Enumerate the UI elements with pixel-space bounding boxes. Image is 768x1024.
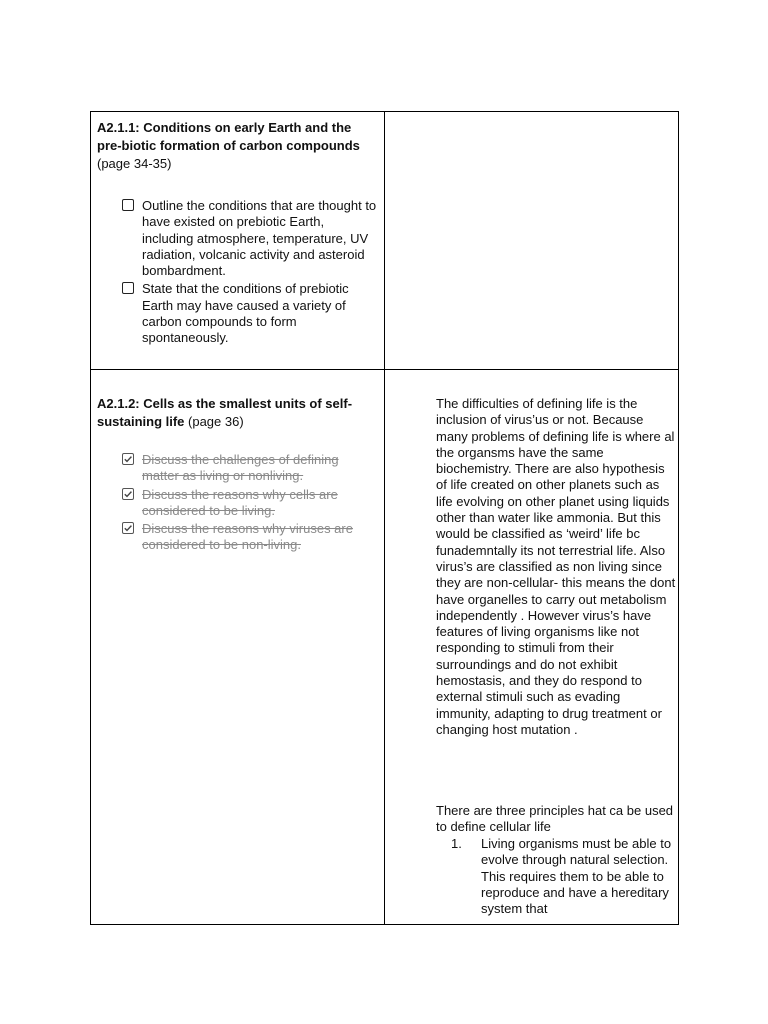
objectives-cell: [91, 112, 384, 369]
checklist-item-text: Discuss the reasons why viruses are considered to be non-living.: [142, 521, 353, 553]
notes-cell[interactable]: [385, 112, 678, 369]
checklist: [121, 452, 377, 556]
section-heading-title: A2.1.1: Conditions on early Earth and the pre-biotic formation of carbon compounds: [97, 120, 360, 153]
notes-cell[interactable]: [385, 370, 678, 924]
table-row: [91, 112, 678, 370]
list-item-text: Living organisms must be able to evolve through natural selection. This requires them to be able to reproduce and have a hereditary system that: [481, 836, 672, 917]
checkbox-icon[interactable]: [122, 282, 134, 294]
checklist: [121, 198, 377, 349]
checklist-item[interactable]: [121, 281, 377, 346]
section-heading-pages: (page 36): [184, 414, 244, 429]
checked-checkbox-icon[interactable]: [122, 453, 134, 465]
principles-list: [451, 836, 675, 917]
section-heading: [97, 395, 379, 431]
checklist-item[interactable]: [121, 487, 377, 520]
notes-paragraph: The difficulties of defining life is the inclusion of virus’us or not. Because many problems of defining life is where al the organsms have the same biochemistry. There are also hypothesis of life created on other planets such as life evolving on other planet using liquids other than water like ammonia. But this would be classified as ‘weird’ life bc funademntally its not terrestrial life. Also virus’s are classified as non living since they are non-cellular- this means the dont have organelles to carry out metabolism independently . However virus’s have features of living organisms like not responding to stimuli from their surroundings and do not exhibit hemostasis, and they do respond to external stimuli such as evading immunity, adapting to drug treatment or changing host mutation .: [436, 396, 676, 737]
checklist-item[interactable]: [121, 198, 377, 279]
checked-checkbox-icon[interactable]: [122, 522, 134, 534]
checklist-item-text: Discuss the challenges of defining matter as living or nonliving.: [142, 452, 339, 484]
notes-table: [90, 111, 679, 925]
principles-intro: There are three principles hat ca be used to define cellular life: [436, 803, 674, 835]
section-heading-title: A2.1.2: Cells as the smallest units of self-sustaining life: [97, 396, 353, 429]
section-heading: [97, 119, 379, 173]
checklist-item-text: Discuss the reasons why cells are considered to be living.: [142, 486, 338, 518]
checklist-item-text: Outline the conditions that are thought to have existed on prebiotic Earth, including atmosphere, temperature, UV radiation, volcanic activity and asteroid bombardment.: [142, 198, 377, 279]
checklist-item[interactable]: [121, 452, 377, 485]
list-item-number: 1.: [451, 836, 462, 851]
section-heading-pages: (page 34-35): [97, 156, 172, 171]
list-item: [451, 836, 675, 917]
objectives-cell: [91, 370, 384, 924]
checked-checkbox-icon[interactable]: [122, 488, 134, 500]
checklist-item-text: State that the conditions of prebiotic Earth may have caused a variety of carbon compounds to form spontaneously.: [142, 281, 349, 346]
checkbox-icon[interactable]: [122, 199, 134, 211]
table-row: [91, 370, 678, 924]
checklist-item[interactable]: [121, 521, 377, 554]
